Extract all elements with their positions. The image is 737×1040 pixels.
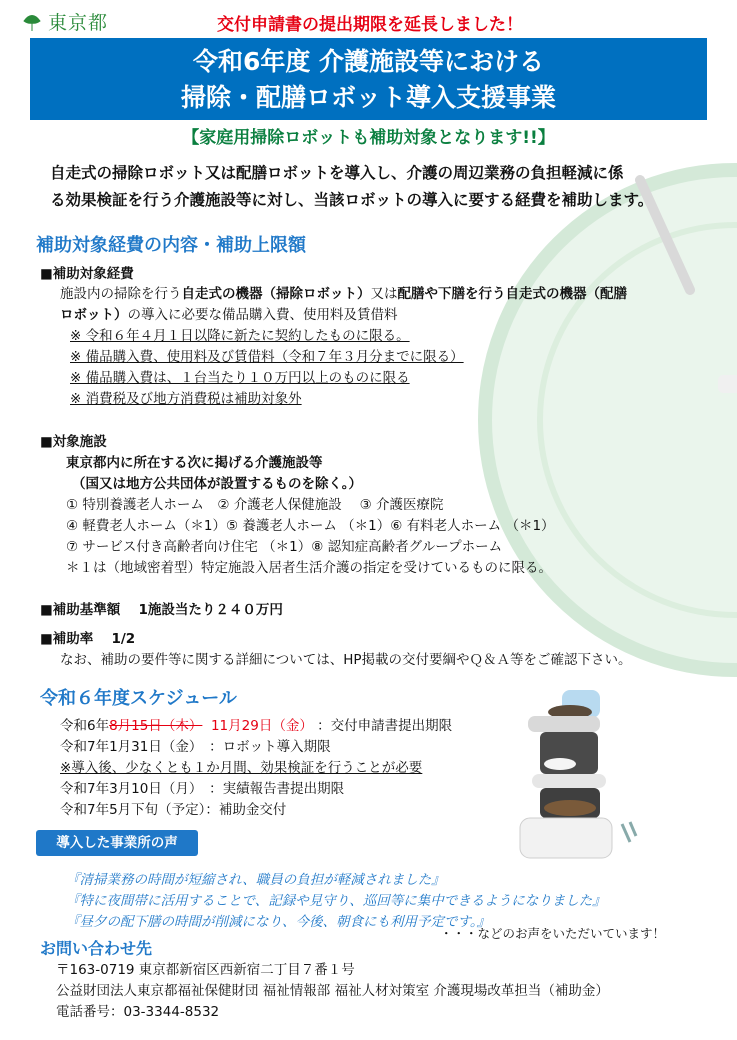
voices-tail: ・・・などのお声をいただいています！ [440, 926, 666, 941]
facilities-footnote: ＊１は（地域密着型）特定施設入居者生活介護の指定を受けているものに限る。 [66, 560, 552, 576]
extension-notice: 交付申請書の提出期限を延長しました！ [217, 15, 523, 35]
logo-text: 東京都 [48, 12, 109, 34]
facilities-line-1: 東京都内に所在する次に掲げる介護施設等 [66, 455, 323, 471]
expense-note: ※ 令和６年４月１日以降に新たに契約したものに限る。 [70, 328, 410, 344]
section-heading-expenses: 補助対象経費の内容・補助上限額 [36, 235, 306, 256]
voices-label: 導入した事業所の声 [36, 830, 198, 856]
tokyo-logo [22, 8, 108, 35]
expense-line-2: ロボット）の導入に必要な備品購入費、使用料及賃借料 [60, 307, 398, 323]
robot-vacuum-illustration [485, 170, 737, 670]
title-line-1: 令和6年度 介護施設等における [192, 47, 545, 76]
expense-title: ■補助対象経費 [40, 266, 134, 282]
facilities-row-3: ⑦ サービス付き高齢者向け住宅 （＊1）⑧ 認知症高齢者グループホーム [66, 539, 503, 555]
contact-heading: お問い合わせ先 [40, 939, 153, 958]
ginkgo-leaf-icon [22, 12, 42, 32]
expense-note: ※ 備品購入費、使用料及び賃借料（令和７年３月分までに限る） [70, 349, 464, 365]
expense-note: ※ 備品購入費は、１台当たり１０万円以上のものに限る [70, 370, 410, 386]
rate-note: なお、補助の要件等に関する詳細については、HP掲載の交付要綱やＱ＆Ａ等をご確認下さい。 [60, 652, 632, 668]
facilities-title: ■対象施設 [40, 434, 107, 450]
schedule-row-4: 令和7年3月10日（月） ：実績報告書提出期限 [60, 781, 345, 797]
contact-address: 〒163-0719 東京都新宿区西新宿二丁目７番１号 [56, 962, 355, 978]
subtitle: 【家庭用掃除ロボットも補助対象となります!!】 [182, 128, 555, 148]
base-amount: ■補助基準額 1施設当たり２４０万円 [40, 602, 283, 618]
title-line-2: 掃除・配膳ロボット導入支援事業 [180, 83, 556, 112]
contact-phone: 電話番号：03-3344-8532 [56, 1004, 220, 1020]
intro-text [50, 160, 715, 214]
title-banner [30, 38, 707, 120]
contact-organization: 公益財団法人東京都福祉保健財団 福祉情報部 福祉人材対策室 介護現場改革担当（補助金） [56, 983, 609, 999]
serving-robot-illustration [520, 690, 636, 858]
voice-item: 『清掃業務の時間が短縮され、職員の負担が軽減されました』 [66, 872, 445, 888]
expense-line-1: 施設内の掃除を行う自走式の機器（掃除ロボット）又は配膳や下膳を行う自走式の機器（配膳 [60, 286, 627, 302]
expense-note: ※ 消費税及び地方消費税は補助対象外 [70, 391, 302, 407]
intro-line-2: る効果検証を行う介護施設等に対し、当該ロボットの導入に要する経費を補助します。 [50, 191, 654, 209]
voice-item: 『昼夕の配下膳の時間が削減になり、今後、朝食にも利用予定です。』 [66, 914, 491, 930]
facilities-line-2: （国又は地方公共団体が設置するものを除く。） [72, 476, 362, 492]
facilities-row-2: ④ 軽費老人ホーム（＊1）⑤ 養護老人ホーム （＊1）⑥ 有料老人ホーム （＊1） [66, 518, 555, 534]
schedule-row-1: 令和6年8月15日（木） 11月29日（金） ：交付申請書提出期限 [60, 718, 453, 734]
subsidy-rate: ■補助率 1/2 [40, 631, 136, 647]
intro-line-1: 自走式の掃除ロボット又は配膳ロボットを導入し、介護の周辺業務の負担軽減に係 [50, 164, 624, 182]
schedule-row-5: 令和7年5月下旬（予定）：補助金交付 [60, 802, 287, 818]
voice-item: 『特に夜間帯に活用することで、記録や見守り、巡回等に集中できるようになりました』 [66, 893, 606, 909]
schedule-row-2: 令和7年1月31日（金） ：ロボット導入期限 [60, 739, 331, 755]
schedule-heading: 令和６年度スケジュール [40, 688, 237, 709]
facilities-row-1: ① 特別養護老人ホーム ② 介護老人保健施設 ③ 介護医療院 [66, 497, 444, 513]
schedule-row-3: ※導入後、少なくとも１か月間、効果検証を行うことが必要 [60, 760, 423, 776]
